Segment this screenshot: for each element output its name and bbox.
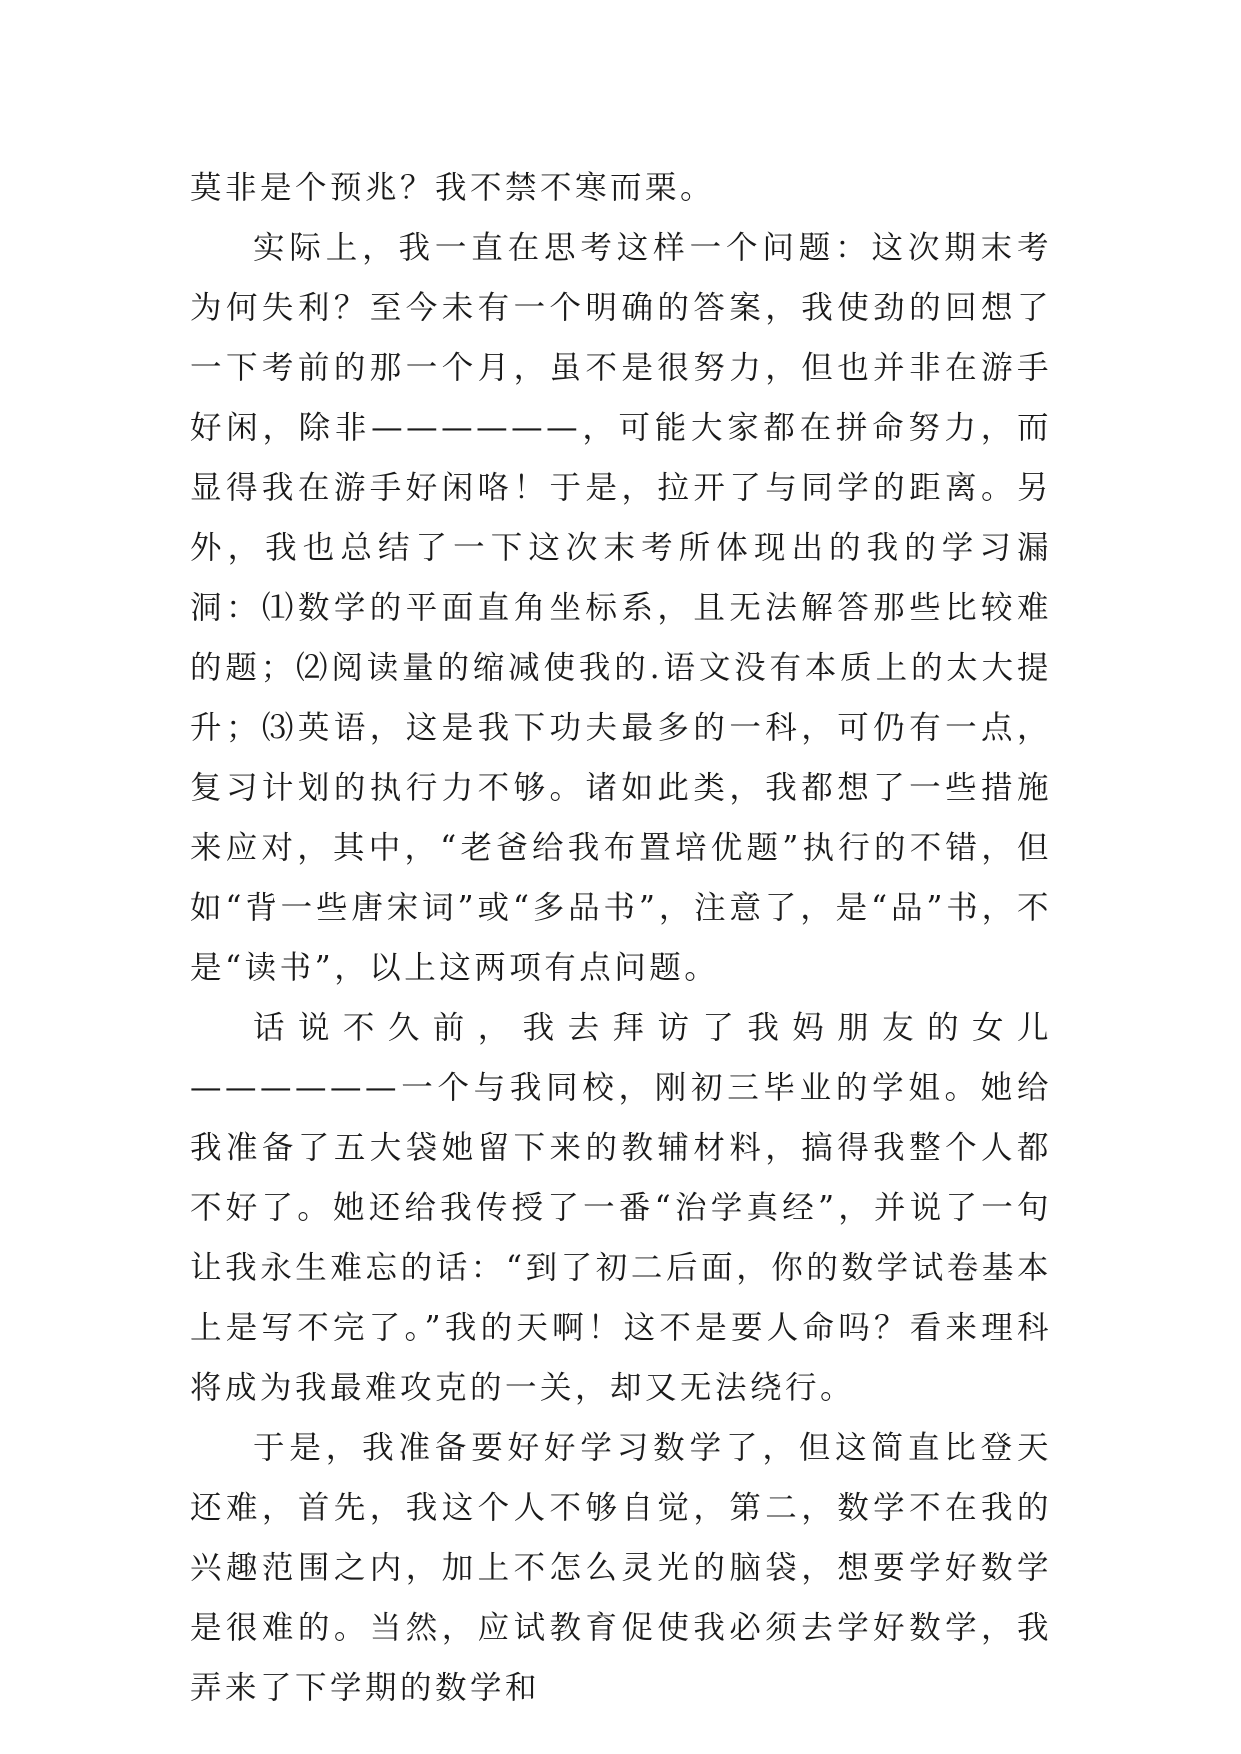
paragraph-4: 于是，我准备要好好学习数学了，但这简直比登天还难，首先，我这个人不够自觉，第二，数学不在我的兴趣范围之内，加上不怎么灵光的脑袋，想要学好数学是很难的。当然，应试教育促使我必须去学好数学，我弄来了下学期的数学和	[190, 1430, 1052, 1706]
document-body	[190, 158, 1052, 1718]
paragraph-3: 话说不久前，我去拜访了我妈朋友的女儿——————一个与我同校，刚初三毕业的学姐。她给我准备了五大袋她留下来的教辅材料，搞得我整个人都不好了。她还给我传授了一番“治学真经”，并说了一句让我永生难忘的话：“到了初二后面，你的数学试卷基本上是写不完了。”我的天啊！这不是要人命吗？看来理科将成为我最难攻克的一关，却又无法绕行。	[190, 1010, 1052, 1406]
paragraph-1: 莫非是个预兆？我不禁不寒而栗。	[190, 170, 716, 206]
paragraph-2: 实际上，我一直在思考这样一个问题：这次期末考为何失利？至今未有一个明确的答案，我使劲的回想了一下考前的那一个月，虽不是很努力，但也并非在游手好闲，除非——————，可能大家都在拼命努力，而显得我在游手好闲咯！于是，拉开了与同学的距离。另外，我也总结了一下这次末考所体现出的我的学习漏洞：⑴数学的平面直角坐标系，且无法解答那些比较难的题；⑵阅读量的缩减使我的.语文没有本质上的太大提升；⑶英语，这是我下功夫最多的一科，可仍有一点，复习计划的执行力不够。诸如此类，我都想了一些措施来应对，其中，“老爸给我布置培优题”执行的不错，但如“背一些唐宋词”或“多品书”，注意了，是“品”书，不是“读书”，以上这两项有点问题。	[190, 230, 1052, 986]
